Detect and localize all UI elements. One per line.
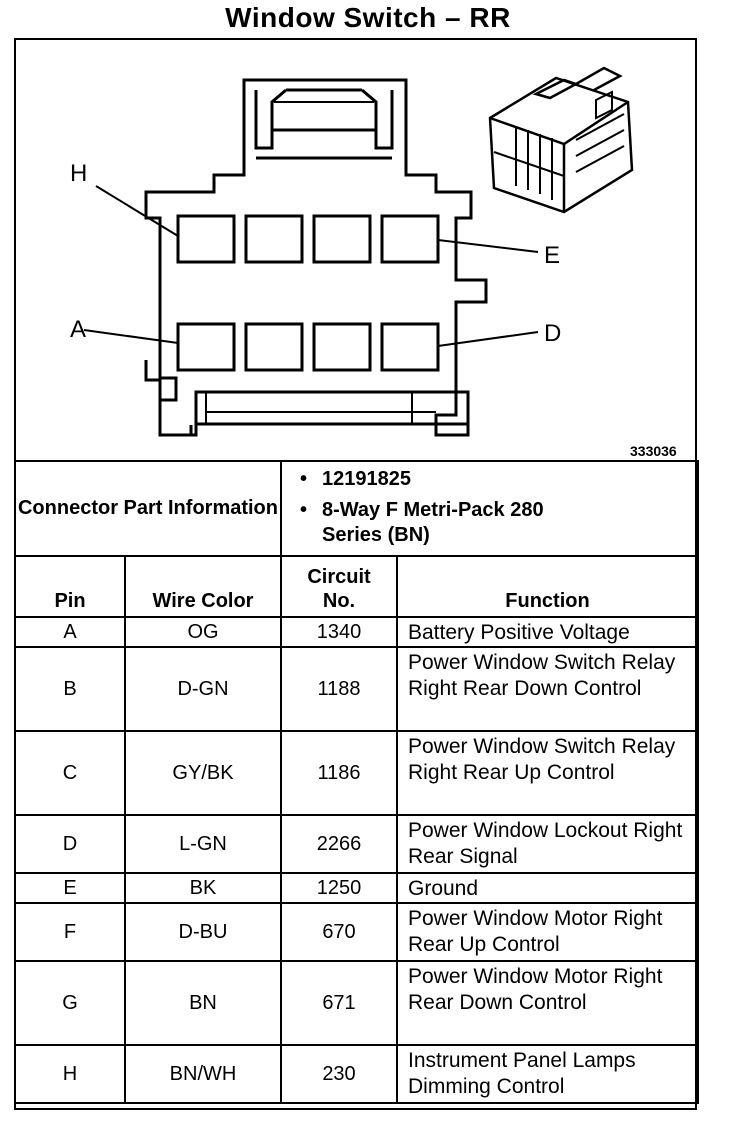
wire-color-cell: BK <box>125 873 281 903</box>
leader-line-e <box>438 240 538 252</box>
function-cell: Power Window Lockout Right Rear Signal <box>397 815 698 873</box>
header-pin: Pin <box>15 556 125 617</box>
leader-line-d <box>438 332 538 346</box>
pin-cell: B <box>15 647 125 731</box>
connector-info-heading: Connector Part Information <box>15 461 281 556</box>
pin-cell: C <box>15 731 125 815</box>
function-cell: Power Window Motor Right Rear Down Control <box>397 961 698 1045</box>
table-row <box>15 961 698 1045</box>
connector-type: • 8-Way F Metri-Pack 280 Series (BN) <box>322 498 562 548</box>
connector-diagram <box>16 40 695 460</box>
circuit-cell: 1340 <box>281 617 397 647</box>
part-number: • 12191825 <box>322 467 697 492</box>
pin-cell: F <box>15 903 125 961</box>
table-row <box>15 873 698 903</box>
figure-number: 333036 <box>630 443 677 459</box>
circuit-cell: 1186 <box>281 731 397 815</box>
circuit-cell: 1250 <box>281 873 397 903</box>
table-row <box>15 1045 698 1103</box>
wire-color-cell: D-GN <box>125 647 281 731</box>
cavity-f <box>314 216 370 262</box>
circuit-cell: 230 <box>281 1045 397 1103</box>
pin-cell: D <box>15 815 125 873</box>
circuit-cell: 671 <box>281 961 397 1045</box>
function-cell: Battery Positive Voltage <box>397 617 698 647</box>
function-cell: Power Window Switch Relay Right Rear Down Control <box>397 647 698 731</box>
pin-label-d: D <box>544 320 562 347</box>
cavity-a <box>178 324 234 370</box>
circuit-cell: 2266 <box>281 815 397 873</box>
header-function: Function <box>397 556 698 617</box>
cavity-b <box>246 324 302 370</box>
connector-info-details <box>281 461 698 556</box>
wire-color-cell: GY/BK <box>125 731 281 815</box>
wire-color-cell: BN/WH <box>125 1045 281 1103</box>
table-row <box>15 903 698 961</box>
pin-cell: A <box>15 617 125 647</box>
wire-color-cell: L-GN <box>125 815 281 873</box>
connector-face-view <box>84 80 538 435</box>
function-cell: Power Window Switch Relay Right Rear Up Control <box>397 731 698 815</box>
cavity-c <box>314 324 370 370</box>
connector-info-table <box>14 460 699 557</box>
pin-cell: G <box>15 961 125 1045</box>
pin-label-h: H <box>70 160 88 187</box>
wire-color-cell: BN <box>125 961 281 1045</box>
header-circuit-no: Circuit No. <box>281 556 397 617</box>
table-row <box>15 617 698 647</box>
function-cell: Ground <box>397 873 698 903</box>
table-row <box>15 647 698 731</box>
function-cell: Power Window Motor Right Rear Up Control <box>397 903 698 961</box>
leader-line-a <box>84 330 178 343</box>
wire-color-cell: D-BU <box>125 903 281 961</box>
cavity-h <box>178 216 234 262</box>
cavity-e <box>382 216 438 262</box>
circuit-cell: 670 <box>281 903 397 961</box>
pin-label-e: E <box>544 242 561 269</box>
pin-cell: E <box>15 873 125 903</box>
pin-cell: H <box>15 1045 125 1103</box>
cavity-d <box>382 324 438 370</box>
wire-color-cell: OG <box>125 617 281 647</box>
cavity-g <box>246 216 302 262</box>
pin-table <box>14 555 699 1104</box>
table-row <box>15 815 698 873</box>
page-title: Window Switch – RR <box>225 2 511 33</box>
function-cell: Instrument Panel Lamps Dimming Control <box>397 1045 698 1103</box>
header-wire-color: Wire Color <box>125 556 281 617</box>
table-row <box>15 731 698 815</box>
circuit-cell: 1188 <box>281 647 397 731</box>
connector-3d-view <box>490 68 632 212</box>
pin-label-a: A <box>70 316 87 343</box>
